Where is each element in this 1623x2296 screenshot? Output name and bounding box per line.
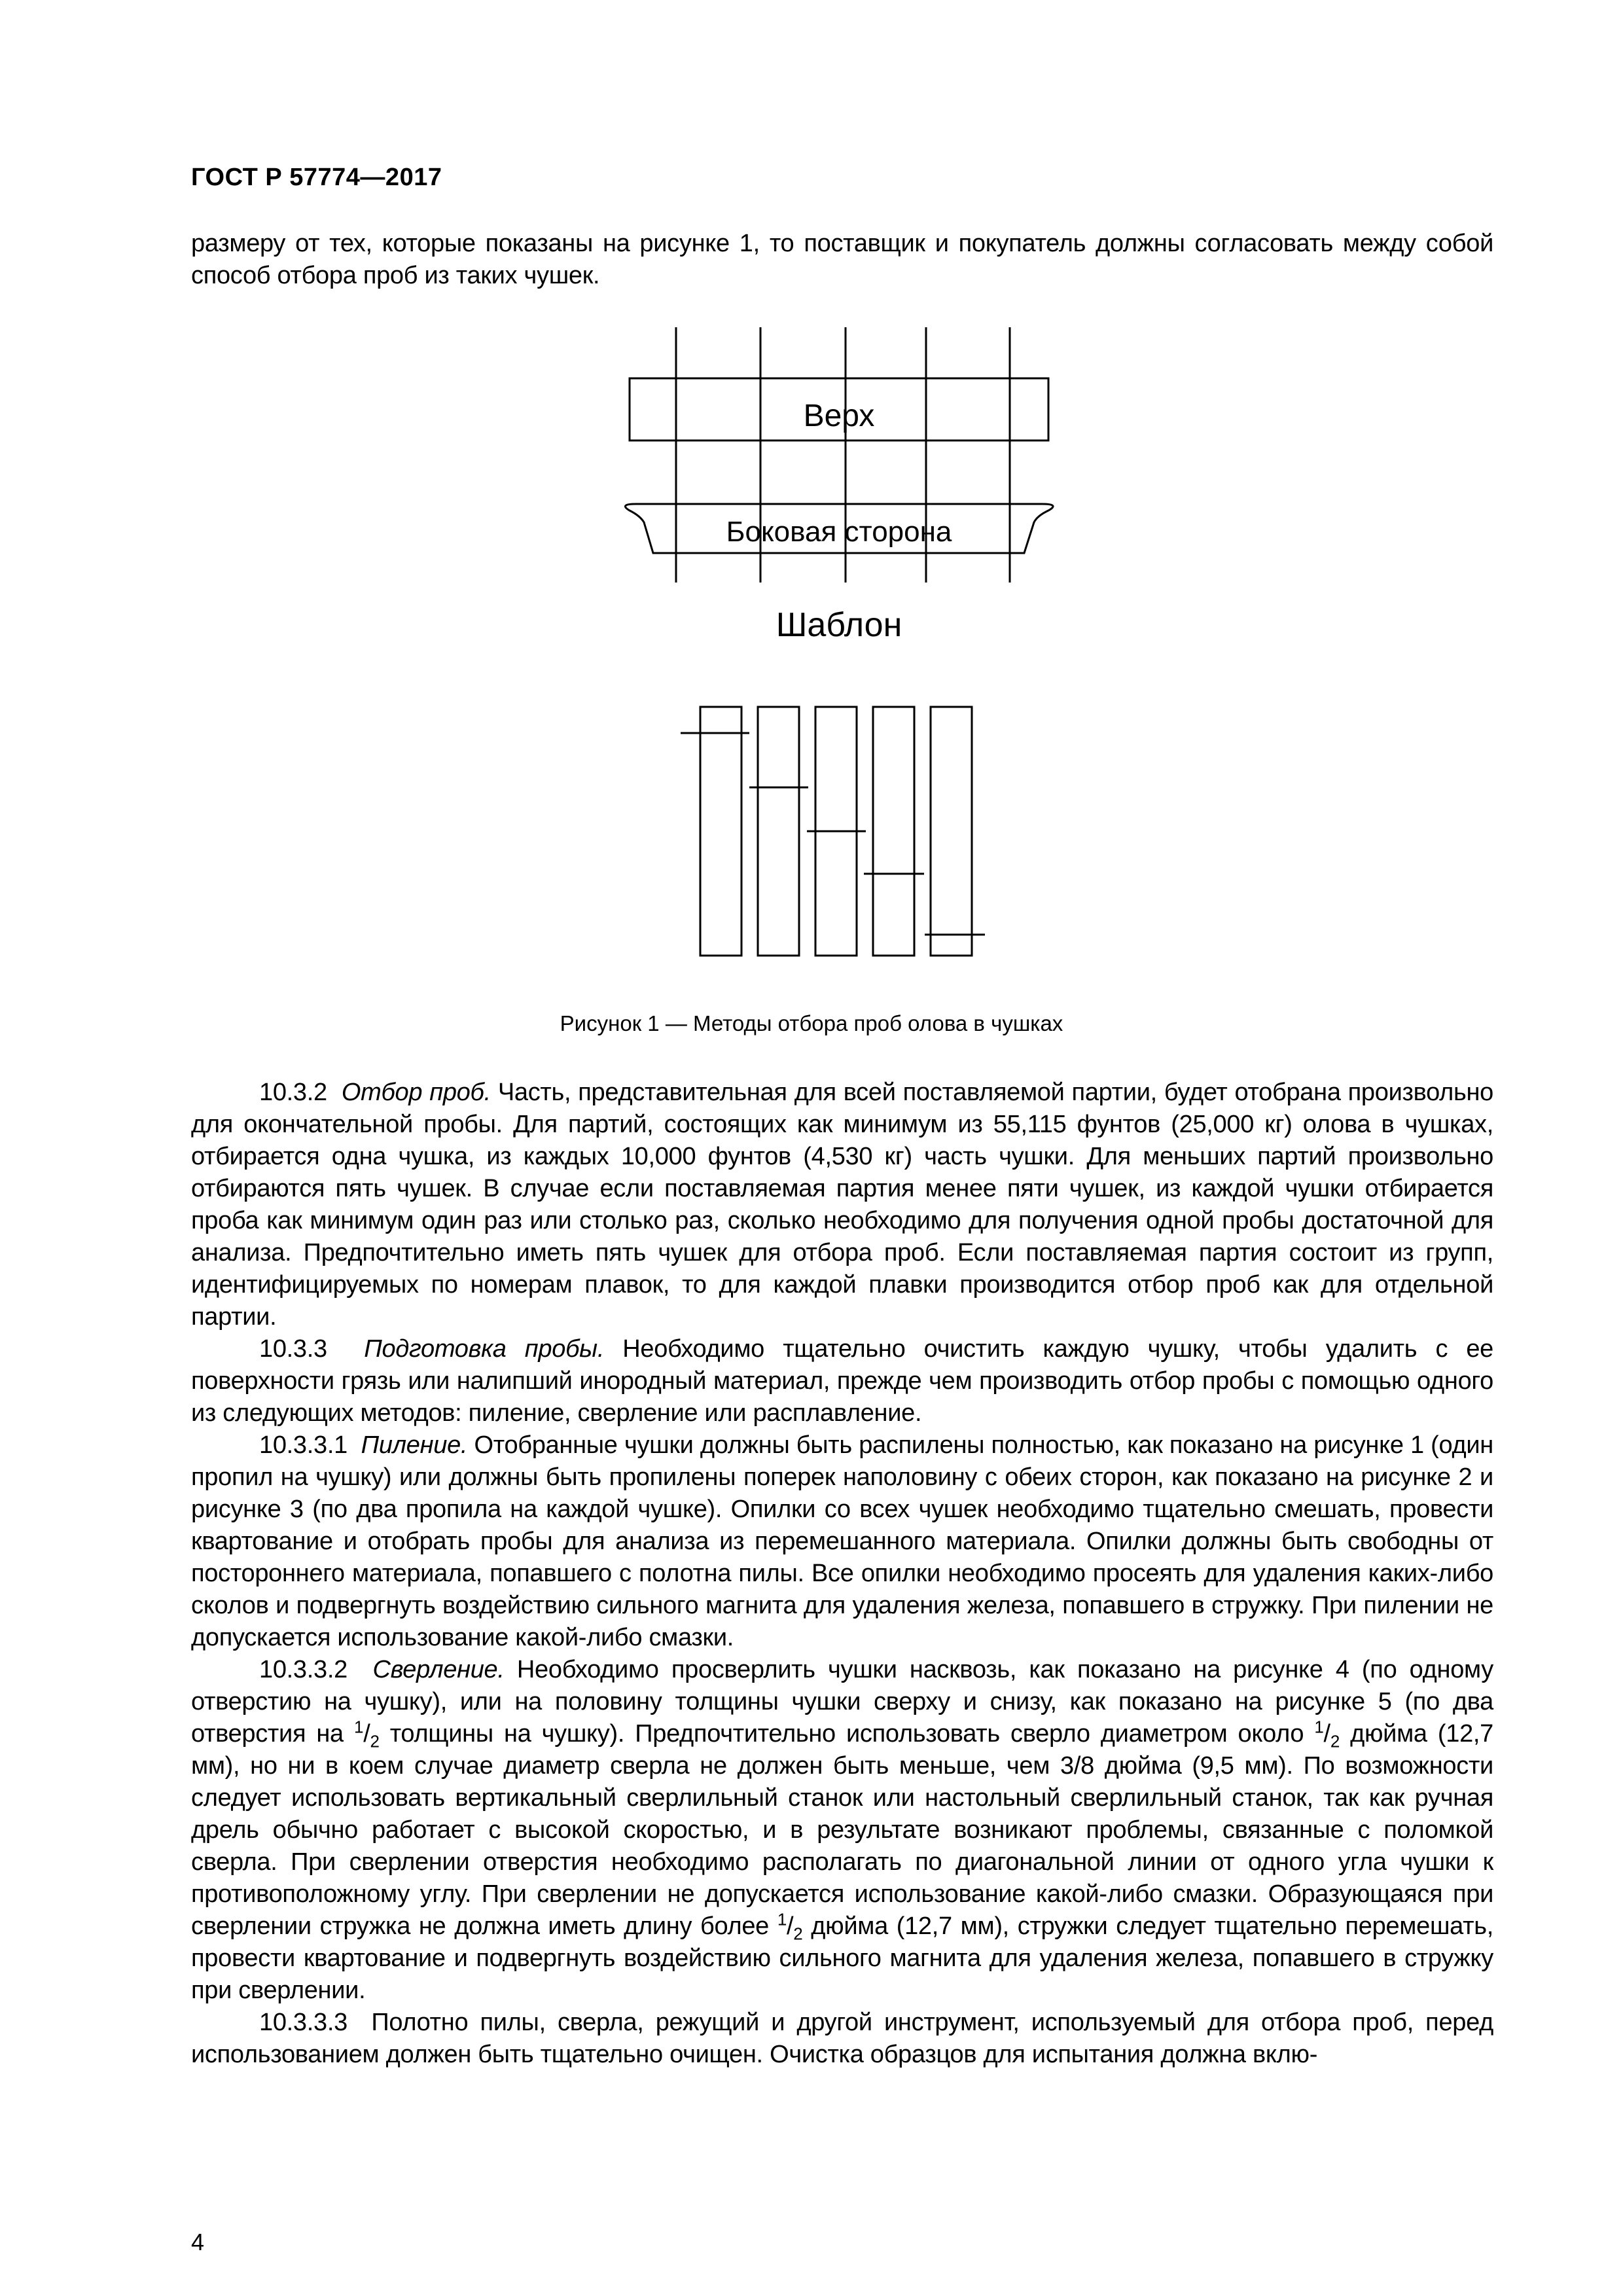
section-text: Необходимо тщательно очистить каждую чушку, чтобы удалить с ее поверхности грязь или налипший инородный материал, прежде чем производить отбор пробы с помощью одного из следующих методов: пиление, сверление или расплавление. — [191, 1335, 1494, 1427]
section-10-3-3 — [191, 1333, 1493, 1429]
template-cut-marks — [681, 733, 985, 935]
section-title: Сверление. — [372, 1656, 505, 1683]
section-text: Часть, представительная для всей поставляемой партии, будет отобрана произвольно для окончательной пробы. Для партий, состоящих как минимум из 55,115 фунтов (25,000 кг) олова в чушках, отбирается одна чушка, из каждых 10,000 фунтов (4,530 кг) часть чушки. Для меньших партий произвольно отбираются пять чушек. В случае если поставляемая партия менее пяти чушек, из каждой чушки отбирается проба как минимум один раз или столько раз, сколько необходимо для получения одной пробы достаточной для анализа. Предпочтительно иметь пять чушек для отбора проб. Если поставляемая партия состоит из групп, идентифицируемых по номерам плавок, то для каждой плавки производится отбор проб как для отдельной партии. — [191, 1079, 1493, 1331]
section-number: 10.3.3.2 — [259, 1656, 348, 1683]
document-header: ГОСТ Р 57774—2017 — [191, 164, 442, 191]
fraction-half: $^1/_2$ — [354, 1717, 380, 1751]
section-10-3-3-1 — [191, 1429, 1493, 1654]
label-top: Верх — [803, 399, 875, 433]
section-text: дюйма (12,7 мм), но ни в коем случае диаметр сверла не должен быть меньше, чем 3/8 дюйма (9,5 мм). По возможности следует использовать вертикальный сверлильный станок или настольный сверлильный станок, так как ручная дрель обычно работает с высокой скоростью, и в результате возникают проблемы, связанные с поломкой сверла. При сверлении отверстия необходимо располагать по диагональной линии от одного угла чушки к противоположному углу. При сверлении не допускается использование какой-либо смазки. Образующаяся при сверлении стружка не должна иметь длину более — [191, 1720, 1493, 1940]
section-10-3-3-2 — [191, 1654, 1493, 2007]
figure-caption: Рисунок 1 — Методы отбора проб олова в чушках — [560, 1011, 1063, 1035]
section-text: Отобранные чушки должны быть распилены полностью, как показано на рисунке 1 (один пропил на чушку) или должны быть пропилены поперек наполовину с обеих сторон, как показано на рисунке 2 и рисунке 3 (по два пропила на каждой чушке). Опилки со всех чушек необходимо тщательно смешать, провести квартование и отобрать пробы для анализа из перемешанного материала. Опилки должны быть свободны от постороннего материала, попавшего с полотна пилы. Все опилки необходимо просеять для удаления каких-либо сколов и подвергнуть воздействию сильного магнита для удаления железа, попавшего в стружку. При пилении не допускается использование какой-либо смазки. — [191, 1431, 1493, 1651]
section-title: Подготовка пробы. — [364, 1335, 605, 1363]
label-template: Шаблон — [776, 606, 902, 644]
section-text: Необходимо просверлить чушки насквозь, как показано на рисунке 4 (по одному отверстию на чушку), или на половину толщины чушки сверху и снизу, как показано на рисунке 5 (по два отверстия на — [191, 1656, 1493, 1748]
section-text: толщины на чушку). Предпочтительно использовать сверло диаметром около — [379, 1720, 1315, 1748]
page-number: 4 — [191, 2229, 205, 2255]
intro-text: размеру от тех, которые показаны на рисунке 1, то поставщик и покупатель должны согласовать между собой способ отбора проб из таких чушек. — [191, 230, 1493, 289]
label-side: Боковая сторона — [726, 516, 952, 548]
section-number: 10.3.3.1 — [259, 1431, 348, 1459]
section-number: 10.3.3.3 — [259, 2009, 348, 2036]
section-10-3-2 — [191, 1077, 1493, 1333]
section-text: Полотно пилы, сверла, режущий и другой инструмент, используемый для отбора проб, перед использованием должен быть тщательно очищен. Очистка образцов для испытания должна вклю- — [191, 2009, 1493, 2068]
intro-paragraph — [191, 228, 1493, 292]
section-text: дюйма (12,7 мм), стружки следует тщательно перемешать, провести квартование и подвергнуть воздействию сильного магнита для удаления железа, попавшего в стружку при сверлении. — [191, 1912, 1493, 2004]
figure-sampling-methods — [589, 314, 1113, 975]
section-number: 10.3.2 — [259, 1079, 327, 1106]
section-10-3-3-3 — [191, 2007, 1493, 2071]
section-number: 10.3.3 — [259, 1335, 327, 1363]
section-title: Пиление. — [361, 1431, 468, 1459]
fraction-half: $^1/_2$ — [1314, 1717, 1340, 1751]
body-text — [191, 1077, 1493, 2071]
section-title: Отбор проб. — [341, 1079, 491, 1106]
fraction-half: $^1/_2$ — [777, 1909, 803, 1944]
